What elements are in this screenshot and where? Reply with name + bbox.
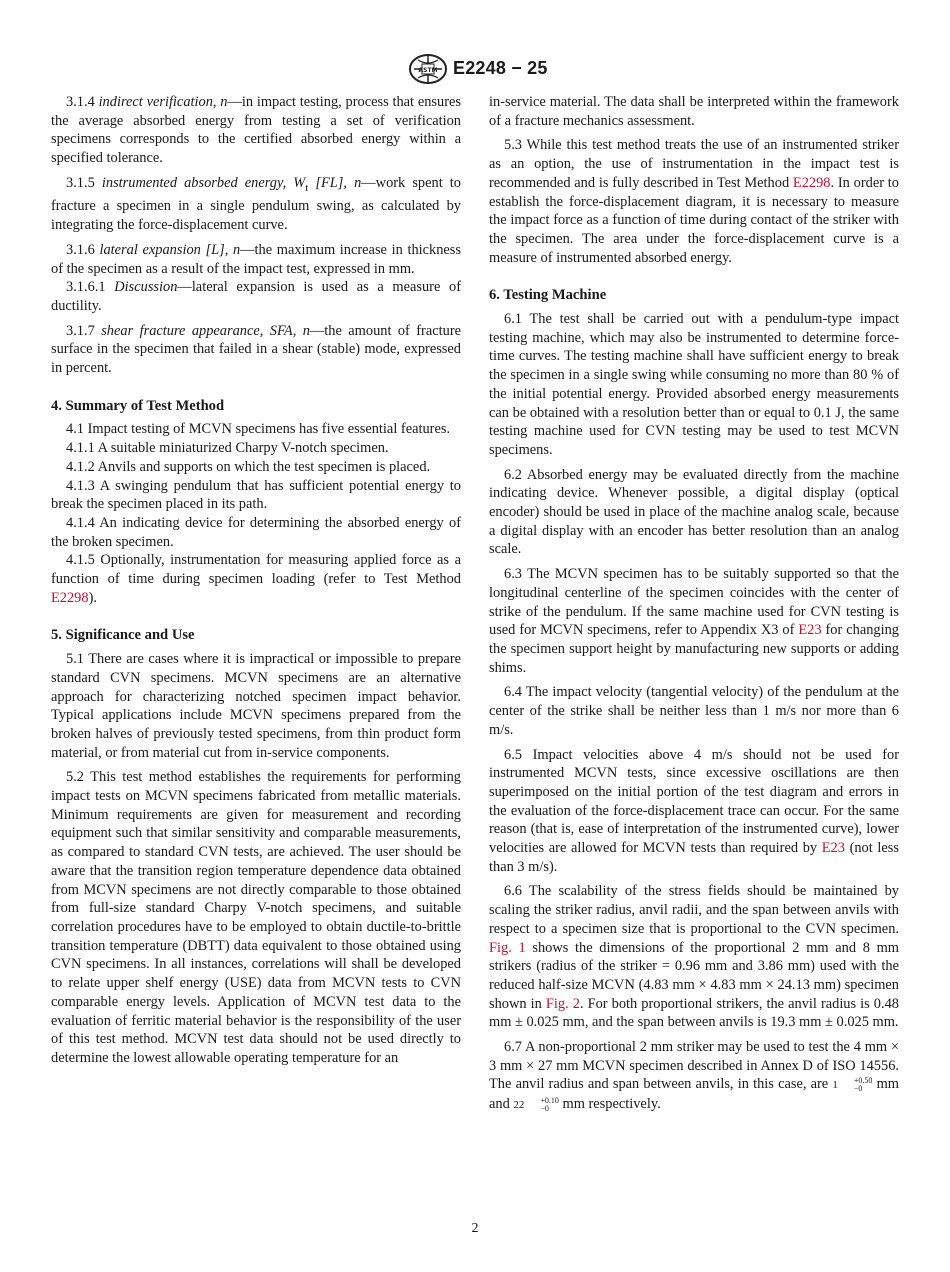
- link-fig-1[interactable]: Fig. 1: [489, 939, 526, 956]
- link-fig-2[interactable]: Fig. 2: [545, 995, 580, 1012]
- paragraph-4-1-5: 4.1.5 Optionally, instrumentation for measuring applied force as a function of time during specimen loading (refer to Test Method E2298).: [51, 552, 461, 606]
- paragraph-5-1: 5.1 There are cases where it is impractical or impossible to prepare standard CVN specimens. MCVN specimens are an alternative approach for characterizing notched specimen impact behavior. Typical applications include MCVN specimens prepared from the broken halves of previously tested specimens, from thin product form material, or from material cut from in-service components.: [51, 651, 461, 761]
- section-heading-5: 5. Significance and Use: [51, 627, 195, 644]
- document-number: E2248 − 25: [453, 58, 548, 78]
- svg-text:ASTM: ASTM: [418, 67, 438, 74]
- page-header: [0, 52, 950, 88]
- section-heading-4: 4. Summary of Test Method: [51, 397, 225, 414]
- astm-logo-icon: [408, 52, 448, 86]
- paragraph-5-3: 5.3 While this test method treats the use of an instrumented striker as an option, the use of instrumentation in the impact test is recommended and is fully described in Test Method E2298. In order to establish the force-displacement diagram, it is necessary to measure the impact force as a function of time during contact of the striker with the specimen. The area under the force-displacement curve is a measure of instrumented absorbed energy.: [489, 137, 899, 266]
- paragraph-6-6: 6.6 The scalability of the stress fields should be maintained by scaling the striker radius, anvil radii, and the span between anvils with respect to a specimen size that is proportional to the CVN specimen. Fig. 1 shows the dimensions of the proportional 2 mm and 8 mm strikers (radius of the striker = 0.96 mm and 3.86 mm) used with the reduced half-size MCVN (4.83 mm × 4.83 mm × 24.13 mm) specimen shown in Fig. 2. For both proportional strikers, the anvil radius is 0.48 mm ± 0.025 mm, and the span between anvils is 19.3 mm ± 0.025 mm.: [489, 883, 899, 1031]
- link-e2298[interactable]: E2298: [792, 174, 831, 191]
- paragraph-3-1-6-1: 3.1.6.1 Discussion—lateral expansion is used as a measure of ductility.: [51, 279, 461, 314]
- paragraph-5-2: 5.2 This test method establishes the requirements for performing impact tests on MCVN specimens fabricated from metallic materials. Minimum requirements are given for measurement and recording equipment such that similar sensitivity and comparable measurements, as compared to standard CVN tests, are achieved. The user should be aware that the transition region temperature dependence data obtained from MCVN specimens are not directly comparable to those obtained from full-size standard Charpy V-notch specimens, and suitable correlation procedures have to be employed to obtain ductile-to-brittle transition temperature (DBTT) data equivalent to those obtained using CVN specimens. In all instances, correlations will shall be developed to relate upper shelf energy (USE) data from MCVN tests to CVN comparable energy levels. Application of MCVN test data to the evaluation of ferritic material behavior is the responsibility of the user of this test method. MCVN test data should not be used directly to determine the lowest allowable operating temperature for an: [51, 769, 461, 1066]
- paragraph-6-7: 6.7 A non-proportional 2 mm striker may be used to test the 4 mm × 3 mm × 27 mm MCVN specimen described in Annex D of ISO 14556. The anvil radius and span between anvils, in this case, are 1 +0.50 −0 mm and 22 +0.10 −0 mm respectively.: [489, 1039, 899, 1113]
- paragraph-3-1-6: 3.1.6 lateral expansion [L], n—the maximum increase in thickness of the specimen as a result of the impact test, expressed in mm.: [51, 241, 462, 277]
- paragraph-3-1-4: 3.1.4 indirect verification, n—in impact testing, process that ensures the average absorbed energy from testing a set of verification specimens corresponds to the certified absorbed energy within a specified tolerance.: [51, 94, 461, 167]
- link-e23[interactable]: E23: [821, 840, 845, 857]
- paragraph-4-1-4: 4.1.4 An indicating device for determining the absorbed energy of the broken specimen.: [51, 514, 461, 550]
- paragraph-3-1-7: 3.1.7 shear fracture appearance, SFA, n—the amount of fracture surface in the specimen that failed in a shear (stable) mode, expressed in percent.: [51, 322, 461, 377]
- paragraph-4-1: 4.1 Impact testing of MCVN specimens has five essential features.: [66, 421, 451, 438]
- paragraph-6-4: 6.4 The impact velocity (tangential velocity) of the pendulum at the center of the strike shall be neither less than 1 m/s nor more than 6 m/s.: [489, 684, 899, 738]
- paragraph-4-1-3: 4.1.3 A swinging pendulum that has sufficient potential energy to break the specimen placed in its path.: [51, 477, 461, 513]
- paragraph-6-1: 6.1 The test shall be carried out with a pendulum-type impact testing machine, which may also be instrumented to determine force-time curves. The testing machine shall have sufficient energy to break the specimen in a single swing while consuming no more than 80 % of the initial potential energy. Provided absorbed energy measurements can be obtained with a resolution better than or equal to 0.1 J, the same testing machine used for CVN testing may be used to test MCVN specimens.: [489, 311, 899, 458]
- paragraph-6-5: 6.5 Impact velocities above 4 m/s should not be used for instrumented MCVN tests, since excessive oscillations are then superimposed on the initial portion of the test diagram and errors in the evaluation of the force-displacement trace can occur. For the same reason (that is, ease of interpretation of the instrumented curve), lower velocities are allowed for MCVN tests than required by E23 (not less than 3 m/s).: [489, 746, 899, 875]
- paragraph-6-3: 6.3 The MCVN specimen has to be suitably supported so that the longitudinal centerline of the specimen coincides with the center of strike of the pendulum. If the same machine used for CVN testing is used for MCVN specimens, refer to Appendix X3 of E23 for changing the specimen support height by manufacturing new supports or adding shims.: [489, 566, 899, 676]
- link-e2298[interactable]: E2298: [51, 589, 89, 606]
- link-e23[interactable]: E23: [798, 622, 822, 639]
- paragraph-4-1-1: 4.1.1 A suitable miniaturized Charpy V-notch specimen.: [66, 440, 389, 457]
- right-column: [489, 93, 899, 1115]
- paragraph-5-2-continued: in-service material. The data shall be interpreted within the framework of a fracture mechanics assessment.: [489, 94, 899, 129]
- tolerance-2: +0.10 −0: [540, 1095, 559, 1113]
- tolerance-1: +0.50 −0: [853, 1076, 873, 1094]
- page-number: 2: [471, 1221, 479, 1236]
- left-column: [51, 93, 461, 1068]
- paragraph-3-1-5: 3.1.5 instrumented absorbed energy, $W_t$ [FL], n—work spent to fracture a specimen in a single pendulum swing, as calculated by integrating the force-displacement curve.: [51, 174, 461, 234]
- paragraph-4-1-2: 4.1.2 Anvils and supports on which the test specimen is placed.: [66, 458, 431, 475]
- paragraph-6-2: 6.2 Absorbed energy may be evaluated directly from the machine indicating device. Whenever possible, a digital display (optical encoder) should be used in place of the machine analog scale, because a digital display with an encoder has better resolution than an analog scale.: [489, 466, 899, 558]
- section-heading-6: 6. Testing Machine: [489, 287, 607, 304]
